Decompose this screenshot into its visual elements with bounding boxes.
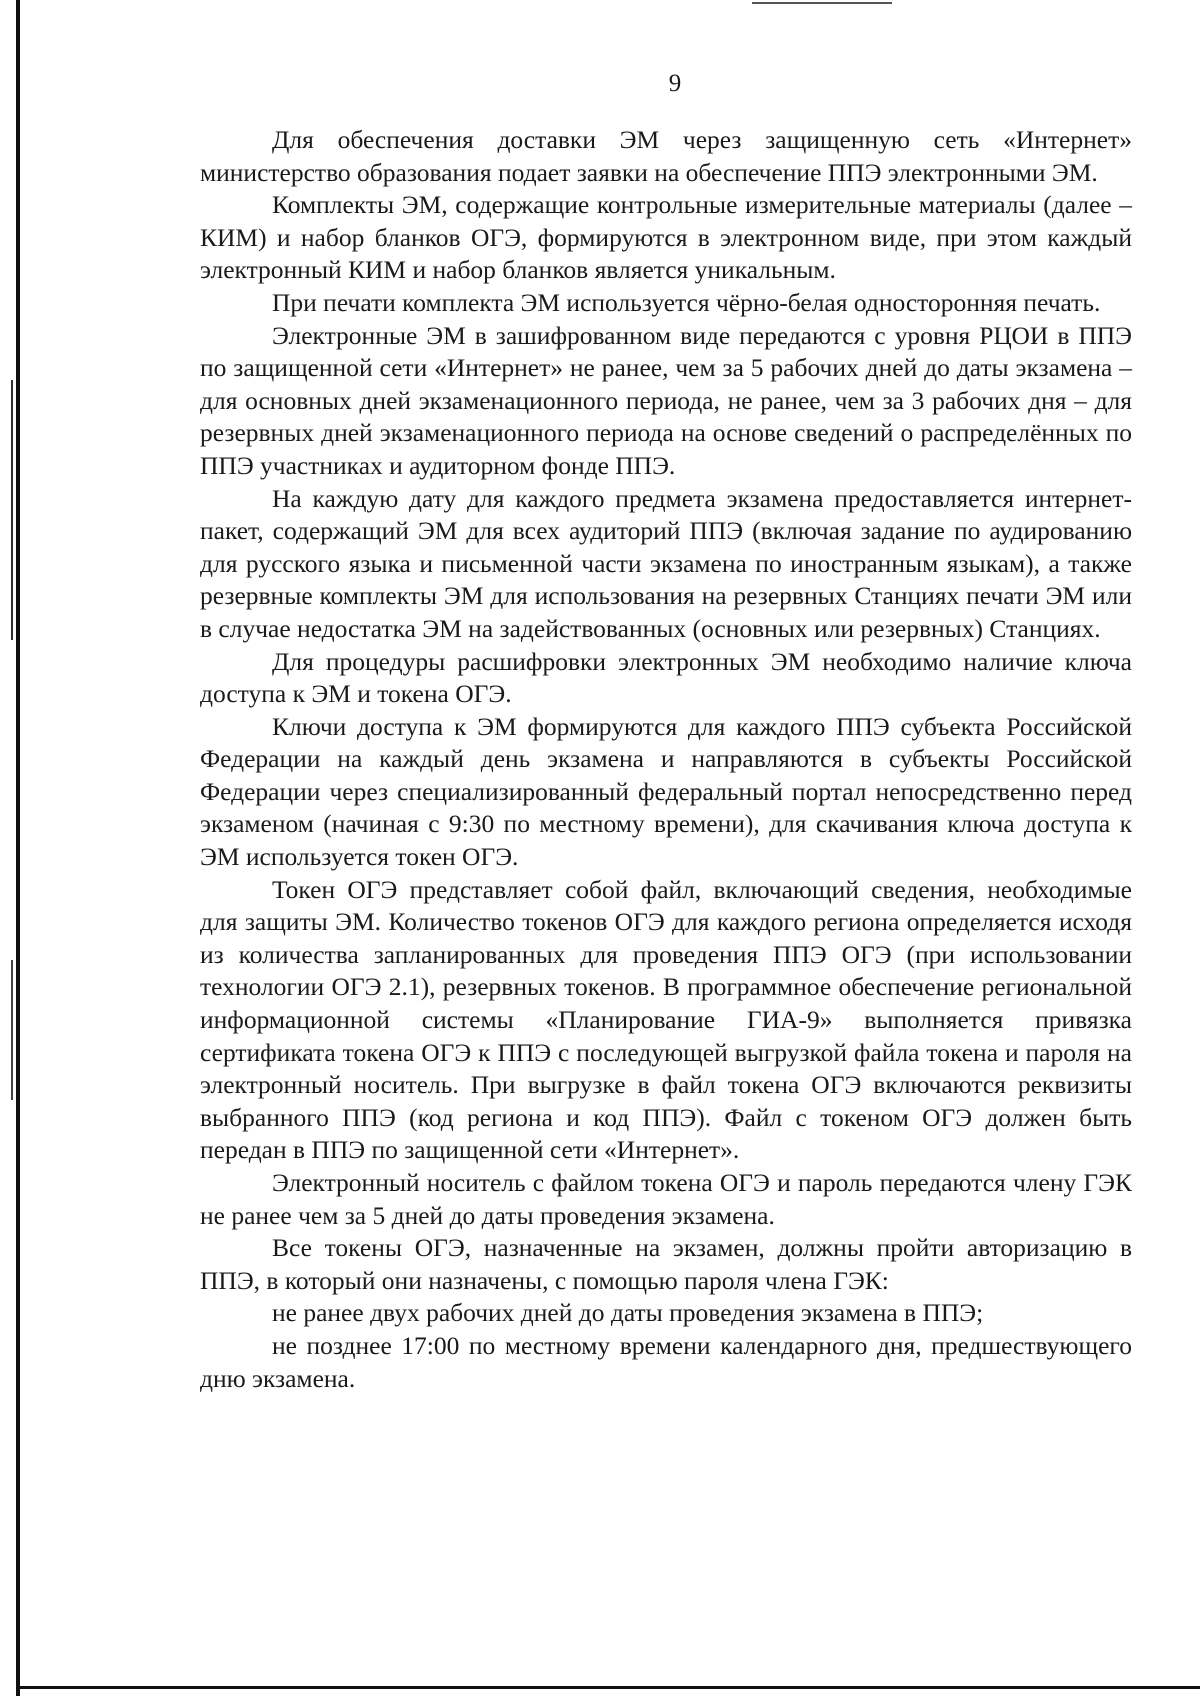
scan-bottom-edge bbox=[16, 1686, 1200, 1689]
paragraph: Ключи доступа к ЭМ формируются для каждого ППЭ субъекта Российской Федерации на каждый день экзамена и направляются в субъекты Российской Федерации через специализированный федеральный портал непосредственно перед экзаменом (начиная с 9:30 по местному времени), для скачивания ключа доступа к ЭМ используется токен ОГЭ. bbox=[200, 711, 1132, 872]
paragraph: Все токены ОГЭ, назначенные на экзамен, должны пройти авторизацию в ППЭ, в который они назначены, с помощью пароля члена ГЭК: bbox=[200, 1233, 1132, 1295]
paragraph: При печати комплекта ЭМ используется чёрно-белая односторонняя печать. bbox=[272, 287, 1101, 317]
list-item: не ранее двух рабочих дней до даты проведения экзамена в ППЭ; bbox=[272, 1298, 984, 1328]
scan-top-mark bbox=[752, 2, 892, 4]
document-body bbox=[200, 124, 1132, 1395]
paragraph: Токен ОГЭ представляет собой файл, включающий сведения, необходимые для защиты ЭМ. Количество токенов ОГЭ для каждого региона определяется исходя из количества запланированных для проведения ППЭ ОГЭ (при использовании технологии ОГЭ 2.1), резервных токенов. В программное обеспечение региональной информационной системы «Планирование ГИА-9» выполняется привязка сертификата токена ОГЭ к ППЭ с последующей выгрузкой файла токена и пароля на электронный носитель. При выгрузке в файл токена ОГЭ включаются реквизиты выбранного ППЭ (код региона и код ППЭ). Файл с токеном ОГЭ должен быть передан в ППЭ по защищенной сети «Интернет». bbox=[200, 874, 1132, 1165]
paragraph: Для процедуры расшифровки электронных ЭМ необходимо наличие ключа доступа к ЭМ и токена ОГЭ. bbox=[200, 646, 1132, 709]
paragraph: Комплекты ЭМ, содержащие контрольные измерительные материалы (далее – КИМ) и набор бланков ОГЭ, формируются в электронном виде, при этом каждый электронный КИМ и набор бланков является уникальным. bbox=[200, 190, 1132, 285]
scan-left-mark bbox=[11, 380, 13, 640]
paragraph: Для обеспечения доставки ЭМ через защищенную сеть «Интернет» министерство образования подает заявки на обеспечение ППЭ электронными ЭМ. bbox=[200, 125, 1132, 187]
paragraph: Электронные ЭМ в зашифрованном виде передаются с уровня РЦОИ в ППЭ по защищенной сети «Интернет» не ранее, чем за 5 рабочих дней до даты экзамена – для основных дней экзаменационного периода, не ранее, чем за 3 рабочих дня – для резервных дней экзаменационного периода на основе сведений о распределённых по ППЭ участниках и аудиторном фонде ППЭ. bbox=[200, 320, 1132, 480]
paragraph: На каждую дату для каждого предмета экзамена предоставляется интернет-пакет, содержащий ЭМ для всех аудиторий ППЭ (включая задание по аудированию для русского языка и письменной части экзамена по иностранным языкам), а также резервные комплекты ЭМ для использования на резервных Станциях печати ЭМ или в случае недостатка ЭМ на задействованных (основных или резервных) Станциях. bbox=[200, 483, 1132, 643]
page-number: 9 bbox=[668, 70, 682, 97]
list-item: не позднее 17:00 по местному времени календарного дня, предшествующего дню экзамена. bbox=[200, 1330, 1132, 1393]
paragraph: Электронный носитель с файлом токена ОГЭ и пароль передаются члену ГЭК не ранее чем за 5 дней до даты проведения экзамена. bbox=[200, 1168, 1132, 1230]
scan-left-edge bbox=[16, 0, 20, 1696]
scan-left-mark bbox=[11, 960, 13, 1100]
